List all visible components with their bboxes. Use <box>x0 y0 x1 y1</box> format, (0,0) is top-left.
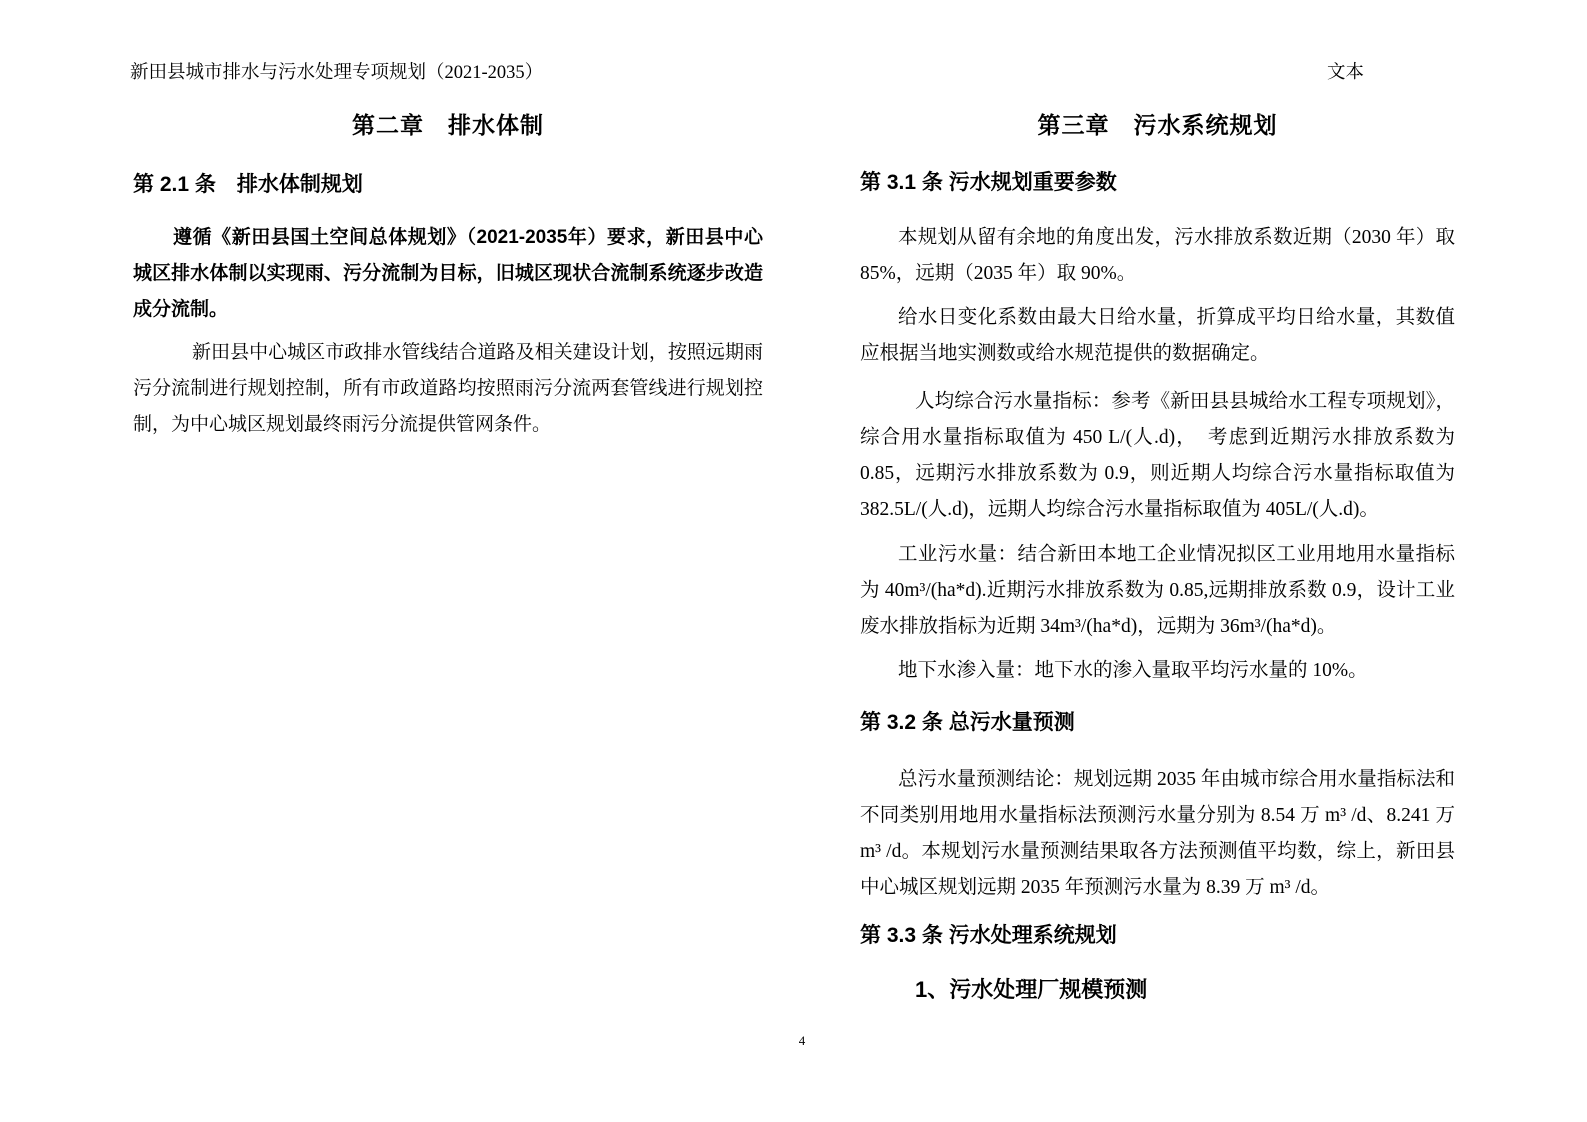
paragraph-total-sewage-forecast: 总污水量预测结论：规划远期 2035 年由城市综合用水量指标法和不同类别用地用水量指标法预测污水量分别为 8.54 万 m³ /d、8.241 万 m³ /d。本规划污水量预测结果取各方法预测值平均数，综上，新田县中心城区规划远期 2035 年预测污水量为 8.39 万 m³ /d。 <box>860 769 1455 898</box>
section-3-2-heading: 第 3.2 条 总污水量预测 <box>860 711 1075 734</box>
left-chapter-title: 第二章 排水体制 <box>352 112 544 138</box>
left-paragraph-pipeline-control: 新田县中心城区市政排水管线结合道路及相关建设计划，按照远期雨污分流制进行规划控制，所有市政道路均按照雨污分流两套管线进行规划控制，为中心城区规划最终雨污分流提供管网条件。 <box>133 342 763 435</box>
paragraph-discharge-coefficient: 本规划从留有余地的角度出发，污水排放系数近期（2030 年）取 85%，远期（2035 年）取 90%。 <box>860 227 1455 284</box>
subheading-wwtp-scale-forecast: 1、污水处理厂规模预测 <box>915 977 1148 1002</box>
paragraph-groundwater-infiltration: 地下水渗入量：地下水的渗入量取平均污水量的 10%。 <box>898 660 1368 681</box>
left-paragraph-drainage-goal: 遵循《新田县国土空间总体规划》（2021-2035年）要求，新田县中心城区排水体制以实现雨、污分流制为目标，旧城区现状合流制系统逐步改造成分流制。 <box>133 227 763 320</box>
right-chapter-title: 第三章 污水系统规划 <box>1037 112 1278 138</box>
left-page-running-header: 新田县城市排水与污水处理专项规划（2021-2035） <box>130 63 544 83</box>
right-page-running-header: 文本 <box>1327 63 1365 83</box>
page-number: 4 <box>798 1033 806 1048</box>
paragraph-industrial-sewage: 工业污水量：结合新田本地工企业情况拟区工业用地用水量指标为 40m³/(ha*d).近期污水排放系数为 0.85,远期排放系数 0.9，设计工业废水排放指标为近期 34m³/(ha*d)，远期为 36m³/(ha*d)。 <box>860 544 1455 637</box>
section-3-3-heading: 第 3.3 条 污水处理系统规划 <box>860 924 1117 947</box>
left-section-2-1-heading: 第 2.1 条 排水体制规划 <box>133 173 363 196</box>
section-3-1-heading: 第 3.1 条 污水规划重要参数 <box>860 171 1117 194</box>
paragraph-per-capita-sewage-index: 人均综合污水量指标：参考《新田县县城给水工程专项规划》，综合用水量指标取值为 450 L/(人.d)， 考虑到近期污水排放系数为 0.85，远期污水排放系数为 0.9，则近期人均综合污水量指标取值为 382.5L/(人.d)，远期人均综合污水量指标取值为 405L/(人.d)。 <box>860 391 1455 520</box>
paragraph-daily-variation-coefficient: 给水日变化系数由最大日给水量，折算成平均日给水量，其数值应根据当地实测数或给水规范提供的数据确定。 <box>860 307 1455 364</box>
